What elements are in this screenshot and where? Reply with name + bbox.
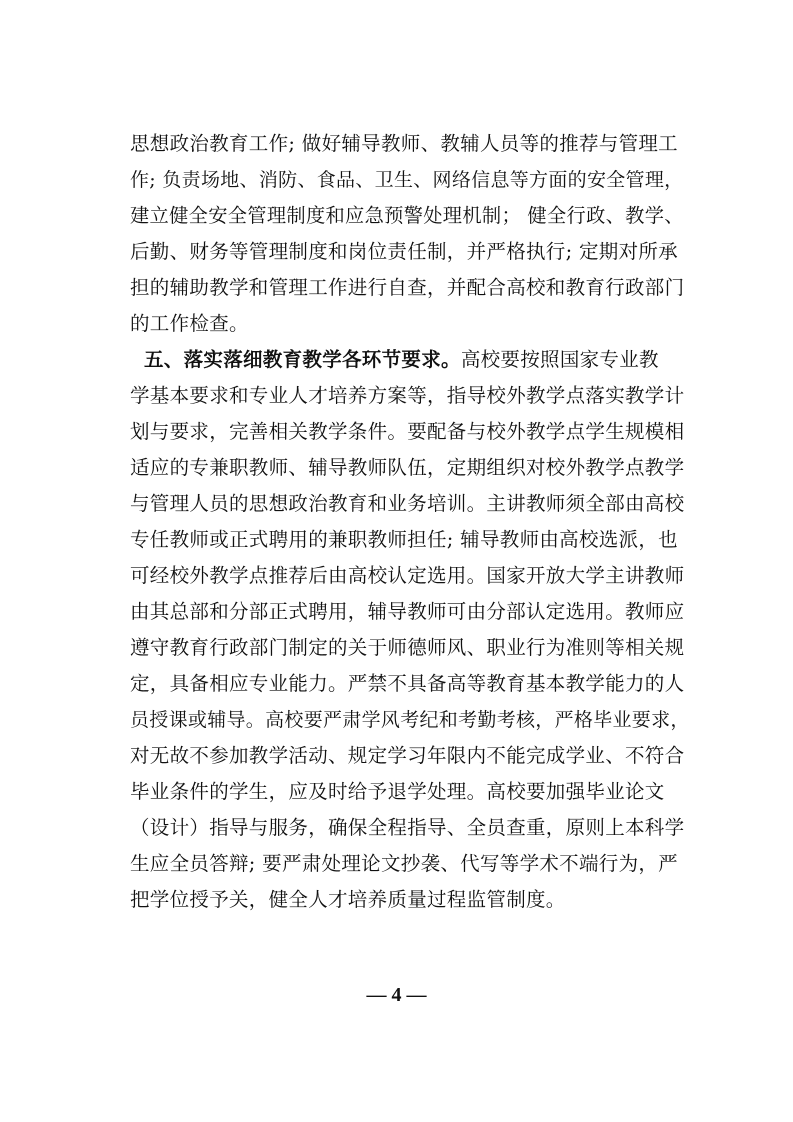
- paragraph-line: 毕业条件的学生，应及时给予退学处理。高校要加强毕业论文: [130, 780, 665, 803]
- paragraph-line: 思想政治教育工作; 做好辅导教师、教辅人员等的推荐与管理工: [130, 132, 678, 155]
- section-heading: 五、落实落细教育教学各环节要求。: [144, 348, 461, 371]
- paragraph-line: （设计）指导与服务，确保全程指导、全员查重，原则上本科学: [130, 816, 685, 839]
- paragraph-line: 适应的专兼职教师、辅导教师队伍，定期组织对校外教学点教学: [130, 456, 685, 479]
- paragraph-line: 建立健全安全管理制度和应急预警处理机制； 健全行政、教学、: [130, 204, 684, 227]
- paragraph-line: 后勤、财务等管理制度和岗位责任制，并严格执行; 定期对所承: [130, 240, 678, 263]
- paragraph-line: 由其总部和分部正式聘用，辅导教师可由分部认定选用。教师应: [130, 600, 685, 623]
- paragraph-line: 专任教师或正式聘用的兼职教师担任; 辅导教师由高校选派，也: [130, 528, 678, 551]
- paragraph-line: 可经校外教学点推荐后由高校认定选用。国家开放大学主讲教师: [130, 564, 685, 587]
- paragraph-line: 担的辅助教学和管理工作进行自查，并配合高校和教育行政部门: [130, 276, 685, 299]
- page-number: — 4 —: [366, 984, 427, 1006]
- paragraph-line: 学基本要求和专业人才培养方案等，指导校外教学点落实教学计: [130, 384, 685, 407]
- paragraph-line: 员授课或辅导。高校要严肃学风考纪和考勤考核，严格毕业要求，: [130, 709, 690, 731]
- paragraph-line: 生应全员答辩; 要严肃处理论文抄袭、代写等学术不端行为，严: [130, 852, 678, 875]
- section-first-line: [144, 342, 690, 378]
- paragraph-line: 划与要求，完善相关教学条件。要配备与校外教学点学生规模相: [130, 420, 685, 443]
- paragraph-line: 遵守教育行政部门制定的关于师德师风、职业行为准则等相关规: [130, 636, 685, 659]
- paragraph-line: 作; 负责场地、消防、食品、卫生、网络信息等方面的安全管理，: [130, 169, 684, 191]
- section-first-line-text: 高校要按照国家专业教: [460, 348, 659, 371]
- paragraph-line: 把学位授予关，健全人才培养质量过程监管制度。: [130, 888, 566, 911]
- paragraph-line: 的工作检查。: [130, 312, 249, 335]
- paragraph-line: 与管理人员的思想政治教育和业务培训。主讲教师须全部由高校: [130, 492, 685, 515]
- paragraph-line: 定，具备相应专业能力。严禁不具备高等教育基本教学能力的人: [130, 672, 685, 695]
- paragraph-line: 对无故不参加教学活动、规定学习年限内不能完成学业、不符合: [130, 744, 685, 767]
